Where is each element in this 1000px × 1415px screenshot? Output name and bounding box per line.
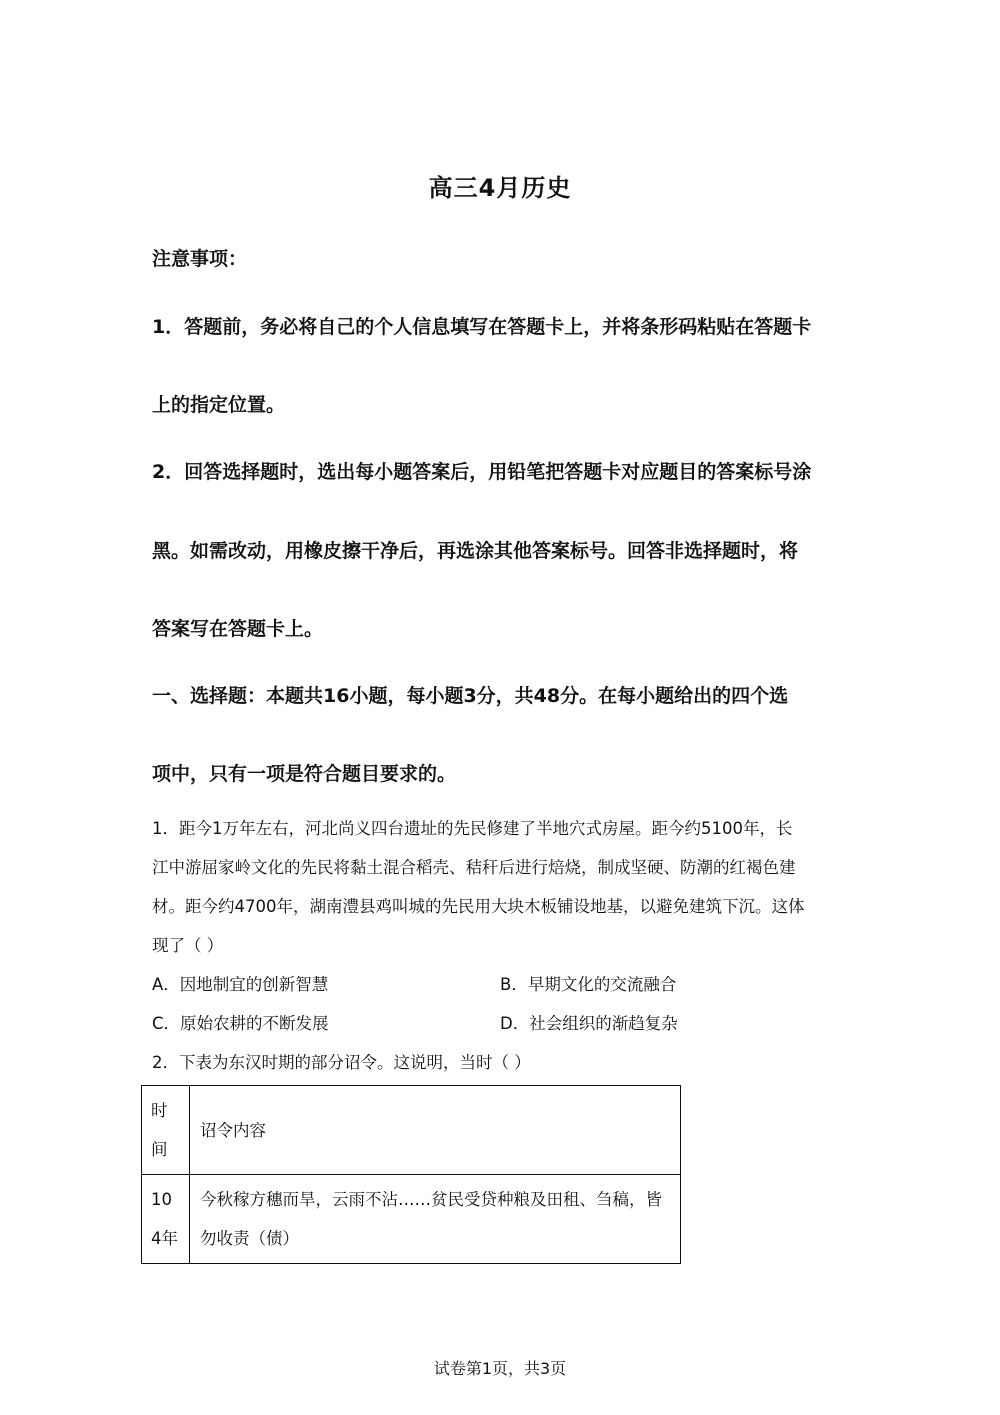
question-1-line-3: 材。距今约4700年，湖南澧县鸡叫城的先民用大块木板铺设地基，以避免建筑下沉。这体 [152,897,805,916]
page-title: 高三4月历史 [428,174,572,202]
question-1-line-1: 1．距今1万年左右，河北尚义四台遗址的先民修建了半地穴式房屋。距今约5100年，长 [152,819,793,838]
table-cell-content: 今秋稼方穗而旱，云雨不沾……贫民受贷种粮及田租、刍稿，皆勿收责（债） [190,1175,681,1264]
table-header-content: 诏令内容 [190,1086,681,1175]
section-1-heading-line-2: 项中，只有一项是符合题目要求的。 [152,763,457,785]
edict-table [141,1085,681,1264]
table-cell-time: 104年 [142,1175,190,1264]
notice-item-2-line-3: 答案写在答题卡上。 [152,618,324,640]
table-header-time: 时间 [142,1086,190,1175]
notice-item-1-line-2: 上的指定位置。 [152,394,286,416]
notice-item-2-line-2: 黑。如需改动，用橡皮擦干净后，再选涂其他答案标号。回答非选择题时，将 [152,540,799,562]
question-1-option-b: B．早期文化的交流融合 [500,975,677,994]
question-1-line-2: 江中游屈家岭文化的先民将黏土混合稻壳、秸秆后进行焙烧，制成坚硬、防潮的红褐色建 [152,858,796,877]
notice-heading: 注意事项： [152,248,248,270]
table-header-row [142,1086,681,1175]
question-2-stem: 2．下表为东汉时期的部分诏令。这说明，当时（ ） [152,1053,531,1072]
section-1-heading-line-1: 一、选择题：本题共16小题，每小题3分，共48分。在每小题给出的四个选 [152,685,789,707]
page-footer: 试卷第1页，共3页 [433,1359,567,1378]
notice-item-2-line-1: 2．回答选择题时，选出每小题答案后，用铅笔把答题卡对应题目的答案标号涂 [152,461,812,483]
table-row [142,1175,681,1264]
question-1-option-d: D．社会组织的渐趋复杂 [500,1014,678,1033]
question-1-option-c: C．原始农耕的不断发展 [152,1014,329,1033]
notice-item-1-line-1: 1．答题前，务必将自己的个人信息填写在答题卡上，并将条形码粘贴在答题卡 [152,316,812,338]
question-1-line-4: 现了（ ） [152,936,224,955]
question-1-option-a: A．因地制宜的创新智慧 [152,975,329,994]
